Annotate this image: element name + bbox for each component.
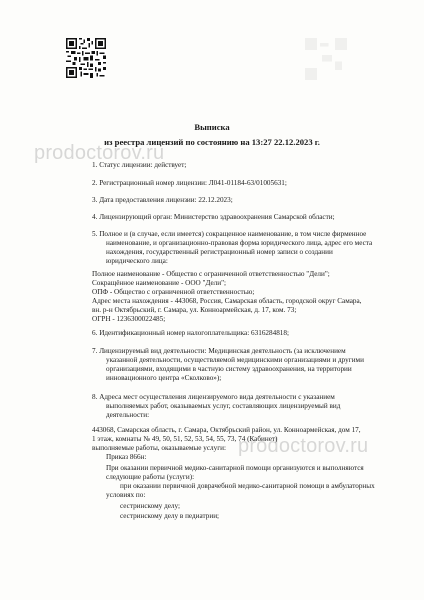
document-title: Выписка (194, 122, 230, 132)
ogrn: ОГРН - 1236300022485; (92, 315, 166, 323)
watermark: prodoctorov.ru (34, 142, 165, 164)
item5-line: 5. Полное и (в случае, если имеется) сокращенное наименование, в том числе фирменное (92, 230, 367, 238)
activity-addresses: выполняемых работ, оказываемых услуг, составляющих лицензируемый вид (106, 402, 341, 410)
licensed-activity: 7. Лицензируемый вид деятельности: Медицинская деятельность (за исключением (92, 347, 346, 355)
activity-addresses: 8. Адреса мест осуществления лицензируемого вида деятельности с указанием (92, 393, 335, 401)
tax-id: 6. Идентификационный номер налогоплательщика: 6316284818; (92, 329, 289, 337)
issue-date: 3. Дата предоставления лицензии: 22.12.2023; (92, 196, 233, 204)
document-subtitle: из реестра лицензий по состоянию на 13:27 22.12.2023 г. (104, 137, 320, 147)
licensing-authority: 4. Лицензирующий орган: Министерство здравоохранения Самарской области; (92, 213, 335, 221)
legal-address: вн. р-н Октябрьский, г. Самара, ул. Коннoармейская, д. 17, ком. 73; (92, 306, 297, 314)
qr-code-icon (66, 38, 106, 78)
item5-line: нахождения, государственный регистрационный номер записи о создании (106, 248, 333, 256)
full-name: Полное наименование - Общество с ограниченной ответственностью "Дели"; (92, 270, 330, 278)
legal-form: ОПФ - Общество с ограниченной ответственностью; (92, 288, 255, 296)
activity-address: 443068, Самарская область, г. Самара, Октябрьский район, ул. Коннoармейская, дом 17, (92, 426, 361, 434)
order-ref: Приказ 866н: (106, 453, 147, 461)
service-item: сестринскому делу; (120, 502, 180, 510)
license-status: 1. Статус лицензии: действует; (92, 161, 187, 169)
short-name: Сокращённое наименование - ООО "Дели"; (92, 279, 227, 287)
prehospital-line: условиях по: (106, 491, 146, 499)
item5-line: наименование, и организационно-правовая форма юридического лица, адрес его места (106, 239, 373, 247)
item5-line: юридического лица: (106, 257, 168, 265)
watermark: prodoctorov.ru (238, 435, 369, 457)
bleed-through-qr-icon (305, 38, 347, 80)
care-line: При оказании первичной медико-санитарной помощи организуются и выполняются (106, 464, 364, 472)
licensed-activity: инновационного центра «Сколково»); (106, 374, 222, 382)
activity-addresses: деятельности: (106, 411, 150, 419)
works-label: выполняемые работы, оказываемые услуги: (92, 444, 226, 452)
prehospital-line: при оказании первичной доврачебной медико-санитарной помощи в амбулаторных (120, 482, 375, 490)
care-line: следующие работы (услуги): (106, 473, 195, 481)
registration-number: 2. Регистрационный номер лицензии: Л041-01184-63/01005631; (92, 179, 287, 187)
service-item: сестринскому делу в педиатрии; (120, 512, 220, 520)
licensed-activity: указанной деятельности, осуществляемой медицинскими организациями и другими (106, 356, 364, 364)
licensed-activity: организациями, входящими в частную систему здравоохранения, на территории (106, 365, 352, 373)
legal-address: Адрес места нахождения - 443068, Россия, Самарская область, городской округ Самара, (92, 297, 362, 305)
activity-address: 1 этаж, комнаты № 49, 50, 51, 52, 53, 54, 55, 73, 74 (Кабинет) (92, 435, 278, 443)
